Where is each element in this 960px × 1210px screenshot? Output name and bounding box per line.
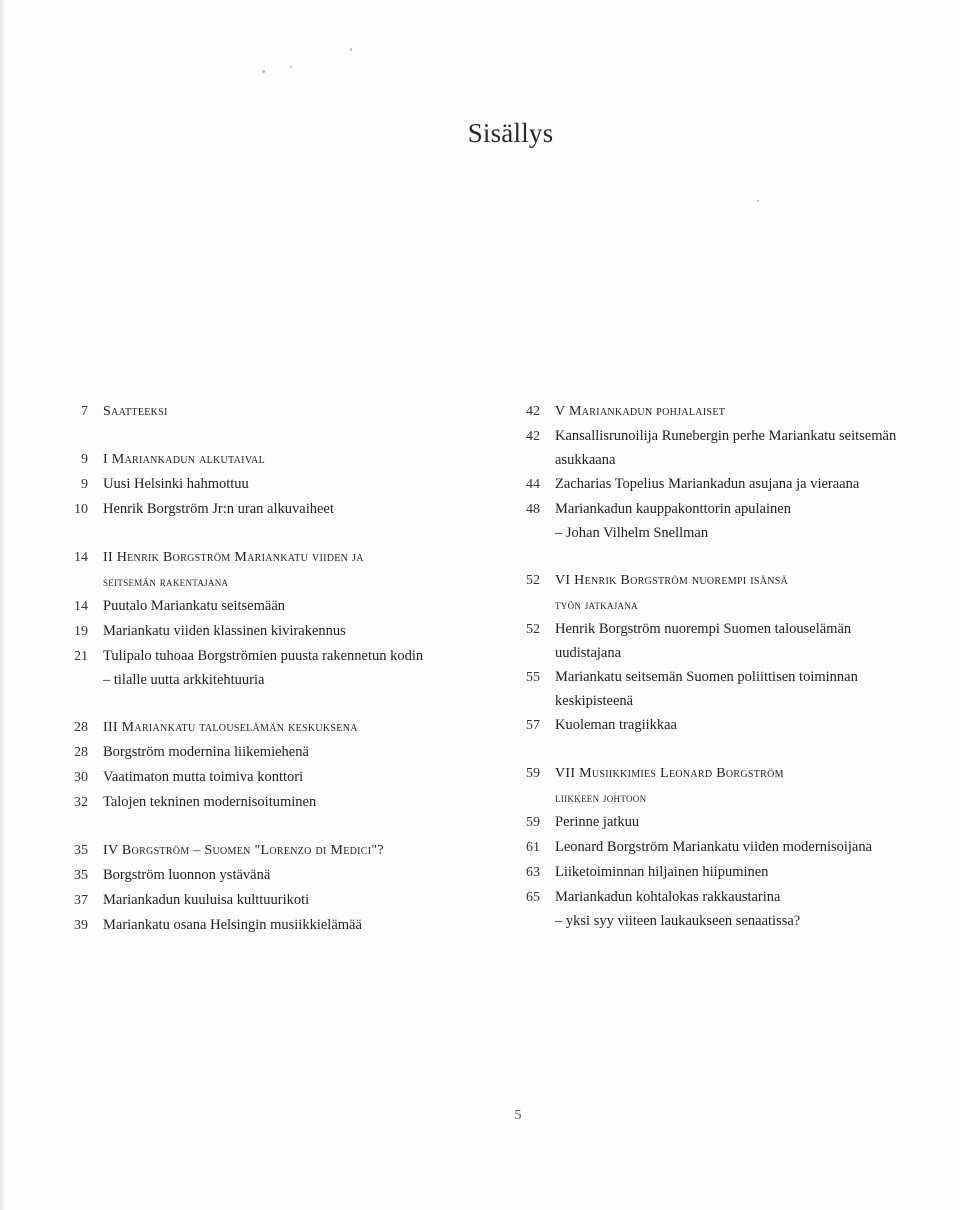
toc-entry-line: Mariankadun kauppakonttorin apulainen [555,501,791,517]
toc-entry-text [103,765,303,789]
toc-page-number: 32 [74,795,88,810]
toc-page-number: 35 [74,868,88,883]
paper-speck [350,48,352,51]
toc-entry [506,497,946,545]
toc-entry-text [555,497,791,545]
toc-entry-text [555,885,800,933]
toc-entry [54,790,484,815]
toc-page-number: 10 [74,502,88,517]
toc-entry [54,497,484,522]
toc-entry-text [103,863,270,887]
toc-entry-line: III Mariankatu talouselämän keskuksena [103,720,358,735]
section-spacer [506,545,946,569]
toc-entry-line: V Mariankadun pohjalaiset [555,404,726,419]
toc-entry-line: Saatteeksi [103,404,168,419]
toc-left-column [54,400,484,938]
toc-section-heading [506,569,946,617]
page-edge [0,0,6,1210]
toc-page-number: 55 [526,670,540,685]
toc-entry-line: I Mariankadun alkutaival [103,452,265,467]
toc-page-number: 28 [74,745,88,760]
toc-entry-text [555,400,725,424]
toc-page-number: 39 [74,918,88,933]
toc-entry-line: Perinne jatkuu [555,814,640,830]
toc-entry [506,860,946,885]
toc-entry-text [103,472,249,496]
toc-entry-line: Kuoleman tragiikkaa [555,717,677,733]
toc-entry-text [103,448,265,472]
paper-speck [757,200,759,202]
toc-entry-line: Mariankatu seitsemän Suomen poliittisen toiminnan [555,669,858,685]
toc-section-heading [54,546,484,594]
toc-entry-text [103,594,285,618]
toc-entry [54,644,484,692]
toc-entry-text [555,713,677,737]
toc-page-number: 59 [526,766,540,781]
toc-entry-text [555,617,851,665]
toc-page-number: 42 [526,429,540,444]
toc-entry-line: – tilalle uutta arkkitehtuuria [103,672,265,688]
toc-entry [506,665,946,713]
toc-entry [506,617,946,665]
toc-page-number: 52 [526,573,540,588]
toc-entry [506,713,946,738]
toc-entry-line: Mariankatu viiden klassinen kivirakennus [103,623,346,639]
toc-page-number: 19 [74,624,88,639]
toc-entry-line: Mariankadun kuuluisa kulttuurikoti [103,892,310,908]
toc-entry-text [103,546,364,594]
toc-entry-text [103,497,334,521]
page-title: Sisällys [467,118,554,148]
toc-entry-line: Zacharias Topelius Mariankadun asujana ja vieraana [555,476,860,492]
toc-page-number: 9 [81,452,88,467]
toc-entry-text [555,569,788,617]
toc-page-number: 48 [526,502,540,517]
toc-entry [54,888,484,913]
toc-entry-line: keskipisteenä [555,693,634,709]
toc-entry-text [103,913,362,937]
toc-page-number: 9 [81,477,88,492]
section-spacer [54,522,484,546]
toc-entry-text [555,424,896,472]
toc-page-number: 14 [74,599,88,614]
section-spacer [54,692,484,716]
toc-entry-line: II Henrik Borgström Mariankatu viiden ja [103,550,364,565]
toc-page-number: 7 [81,404,88,419]
toc-page-number: 37 [74,893,88,908]
toc-section-heading [54,400,484,424]
toc-entry-line: Henrik Borgström Jr:n uran alkuvaiheet [103,501,334,517]
toc-entry-line: Borgström luonnon ystävänä [103,867,271,883]
toc-entry-line: Borgström modernina liikemiehenä [103,744,309,760]
toc-entry [54,913,484,938]
toc-section-heading [54,839,484,863]
toc-entry-line: IV Borgström – Suomen "Lorenzo di Medici"? [103,843,384,858]
toc-page-number: 28 [74,720,88,735]
toc-entry-line: – Johan Vilhelm Snellman [555,525,709,541]
toc-entry-text [555,835,872,859]
toc-entry [506,835,946,860]
toc-entry-text [555,810,639,834]
toc-entry-text [103,716,358,740]
toc-entry [54,863,484,888]
toc-entry [54,472,484,497]
section-spacer [506,738,946,762]
toc-page-number: 59 [526,815,540,830]
toc-entry-text [103,790,316,814]
toc-entry [54,765,484,790]
toc-page-number: 57 [526,718,540,733]
paper-speck [262,70,265,73]
toc-page-number: 61 [526,840,540,855]
toc-entry-line: Liiketoiminnan hiljainen hiipuminen [555,864,769,880]
toc-entry-line: Uusi Helsinki hahmottuu [103,476,249,492]
toc-entry-line: liikkeen johtoon [555,790,647,805]
toc-entry [506,885,946,933]
toc-entry-text [103,839,384,863]
toc-page-number: 14 [74,550,88,565]
toc-entry-text [555,860,768,884]
toc-entry-text [103,740,309,764]
toc-entry-line: asukkaana [555,452,616,468]
toc-entry-line: Puutalo Mariankatu seitsemään [103,598,286,614]
toc-section-heading [506,400,946,424]
toc-entry [506,424,946,472]
section-spacer [54,424,484,448]
toc-entry-line: uudistajana [555,645,622,661]
toc-entry-line: seitsemän rakentajana [103,574,229,589]
toc-page-number: 44 [526,477,540,492]
toc-entry-line: Talojen tekninen modernisoituminen [103,794,317,810]
toc-entry-line: Kansallisrunoilija Runebergin perhe Mariankatu seitsemän [555,428,897,444]
section-spacer [54,815,484,839]
toc-entry-line: – yksi syy viiteen laukaukseen senaatissa? [555,913,801,929]
toc-section-heading [506,762,946,810]
toc-entry-line: VII Musiikkimies Leonard Borgström [555,766,784,781]
toc-entry-text [103,888,309,912]
toc-page-number: 21 [74,649,88,664]
toc-entry-text [555,665,858,713]
toc-page-number: 65 [526,890,540,905]
toc-entry-line: Vaatimaton mutta toimiva konttori [103,769,304,785]
toc-page-number: 35 [74,843,88,858]
toc-entry-line: työn jatkajana [555,597,638,612]
toc-entry [506,472,946,497]
toc-entry-text [103,400,168,424]
toc-section-heading [54,716,484,740]
toc-page-number: 52 [526,622,540,637]
toc-page-number: 63 [526,865,540,880]
toc-entry-text [555,472,859,496]
toc-entry [54,740,484,765]
toc-section-heading [54,448,484,472]
toc-entry-text [103,619,346,643]
toc-entry [54,619,484,644]
page-number: 5 [514,1108,522,1123]
toc-entry-text [103,644,423,692]
toc-entry-line: VI Henrik Borgström nuorempi isänsä [555,573,789,588]
toc-entry [506,810,946,835]
toc-entry-line: Mariankatu osana Helsingin musiikkielämää [103,917,362,933]
toc-entry-line: Tulipalo tuhoaa Borgströmien puusta rakennetun kodin [103,648,424,664]
toc-entry-line: Leonard Borgström Mariankatu viiden modernisoijana [555,839,873,855]
toc-entry-line: Henrik Borgström nuorempi Suomen talouselämän [555,621,852,637]
paper-speck [290,66,292,68]
toc-page-number: 30 [74,770,88,785]
toc-entry-line: Mariankadun kohtalokas rakkaustarina [555,889,781,905]
toc-page-number: 42 [526,404,540,419]
toc-entry [54,594,484,619]
toc-entry-text [555,762,784,810]
toc-right-column [506,400,946,933]
